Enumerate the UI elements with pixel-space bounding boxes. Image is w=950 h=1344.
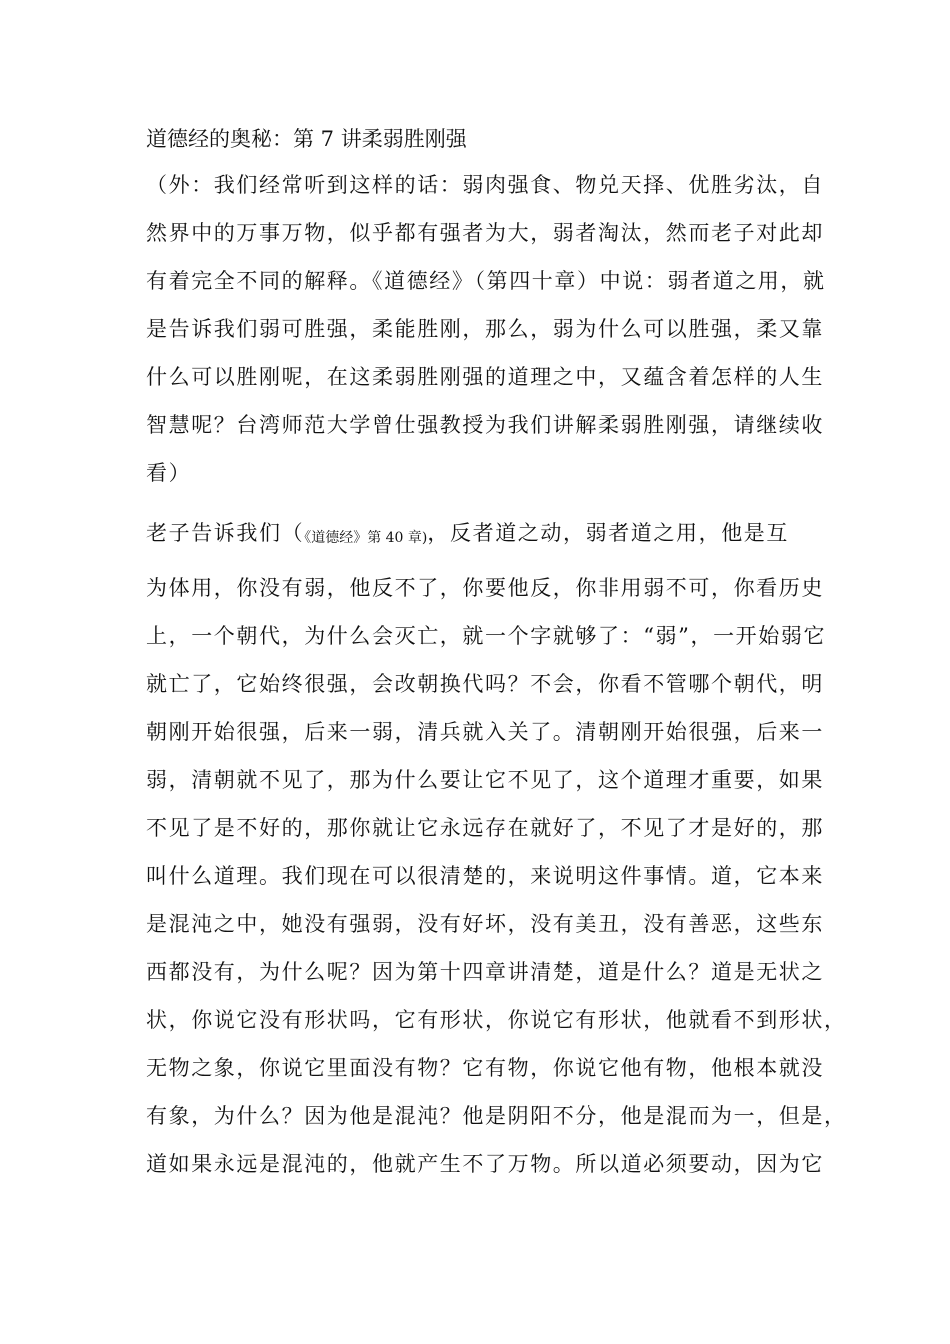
- body-line: 有象，为什么？因为他是混沌？他是阴阳不分，他是混而为一，但是，: [146, 1104, 847, 1128]
- citation-note: 《道德经》第 40 章): [304, 530, 428, 546]
- body-line: 弱，清朝就不见了，那为什么要让它不见了，这个道理才重要，如果: [146, 768, 824, 792]
- body-line: 朝刚开始很强，后来一弱，清兵就入关了。清朝刚开始很强，后来一: [146, 720, 824, 744]
- intro-line: 看）: [146, 461, 192, 485]
- body-line: 就亡了，它始终很强，会改朝换代吗？不会，你看不管哪个朝代，明: [146, 672, 824, 696]
- intro-line: 是告诉我们弱可胜强，柔能胜刚，那么，弱为什么可以胜强，柔又靠: [146, 317, 824, 341]
- body-first-line-end: ，反者道之动，弱者道之用，他是互: [427, 521, 789, 545]
- body-first-line: [146, 518, 808, 553]
- intro-line: 智慧呢？台湾师范大学曾仕强教授为我们讲解柔弱胜刚强，请继续收: [146, 413, 824, 437]
- body-line: 西都没有，为什么呢？因为第十四章讲清楚，道是什么？道是无状之: [146, 960, 824, 984]
- intro-line: 有着完全不同的解释。《道德经》（第四十章）中说：弱者道之用，就: [146, 269, 826, 293]
- intro-line: 什么可以胜刚呢，在这柔弱胜刚强的道理之中，又蕴含着怎样的人生: [146, 365, 824, 389]
- body-line: 是混沌之中，她没有强弱，没有好坏，没有美丑，没有善恶，这些东: [146, 912, 824, 936]
- body-first-line-start: 老子告诉我们（: [146, 521, 305, 545]
- body-line: 为体用，你没有弱，他反不了，你要他反，你非用弱不可，你看历史: [146, 576, 824, 600]
- body-line: 道如果永远是混沌的，他就产生不了万物。所以道必须要动，因为它: [146, 1152, 824, 1176]
- intro-line: 然界中的万事万物，似乎都有强者为大，弱者淘汰，然而老子对此却: [146, 221, 824, 245]
- body-line: 状，你说它没有形状吗，它有形状，你说它有形状，他就看不到形状，: [146, 1008, 847, 1032]
- document-title: 道德经的奥秘：第 7 讲柔弱胜刚强: [146, 127, 467, 151]
- body-line: 叫什么道理。我们现在可以很清楚的，来说明这件事情。道，它本来: [146, 864, 824, 888]
- body-line: 无物之象，你说它里面没有物？它有物，你说它他有物，他根本就没: [146, 1056, 824, 1080]
- body-line: 不见了是不好的，那你就让它永远存在就好了，不见了才是好的，那: [146, 816, 824, 840]
- body-line: 上，一个朝代，为什么会灭亡，就一个字就够了：“弱”，一开始弱它: [146, 624, 827, 648]
- intro-line: （外：我们经常听到这样的话：弱肉强食、物兑天择、优胜劣汰，自: [146, 173, 824, 197]
